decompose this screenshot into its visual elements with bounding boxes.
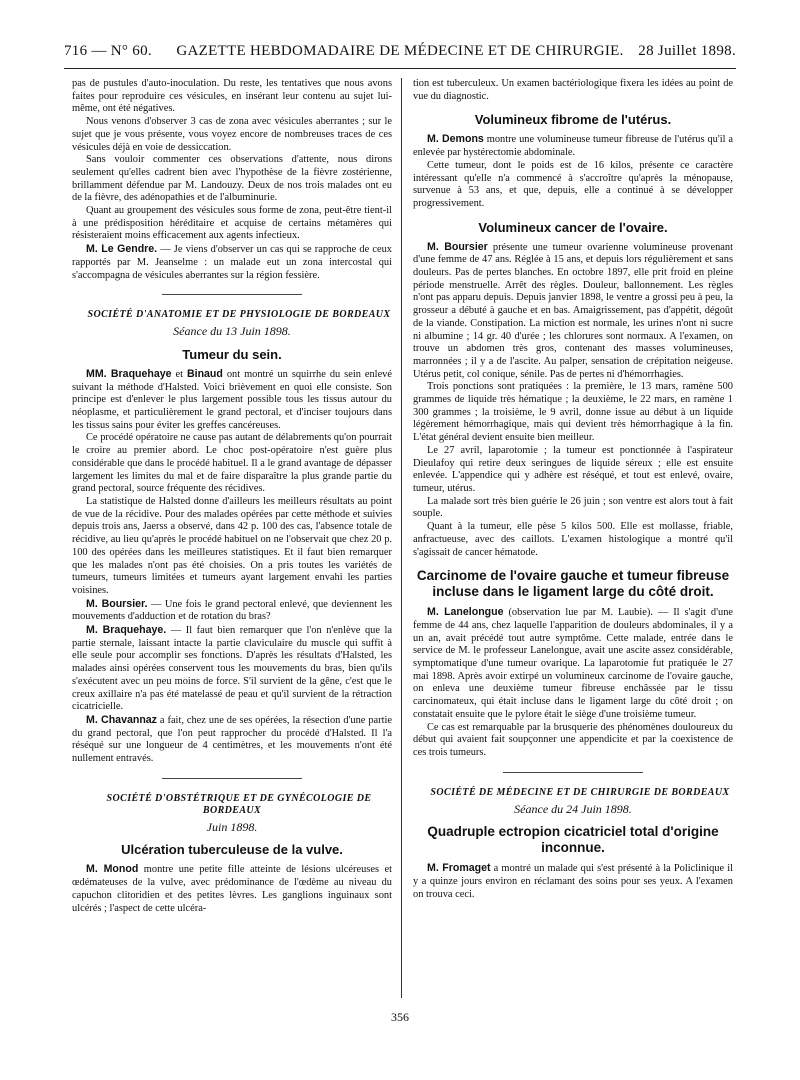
session-date: Juin 1898. (206, 819, 258, 834)
paragraph-chavannaz (72, 714, 392, 766)
speaker-text: — Je viens d'observer un cas qui se rapproche de ceux rapportés par M. Jeanselme : un malade eut un zona intercostal qui s'accompagna de vésicules aberrantes sur la région fessière. (72, 244, 392, 281)
speaker-text: montre une petite fille atteinte de lésions ulcéreuses et œdémateuses de la vulve, avec prédominance de l'œdème au niveau du capuchon clitoridien et des petites lèvres. Les ganglions inguinaux sont ulcérés ; l'aspect de cette ulcéra- (72, 864, 392, 914)
paragraph: Cette tumeur, dont le poids est de 16 kilos, présente ce caractère intéressant qu'elle n'a commencé à s'accroître qu'après la ménopause, survenue à 53 ans, et que, depuis, elle a continué à se développer progressivement. (413, 159, 733, 209)
speaker-text: a montré un malade qui s'est présenté à la Policlinique il y a quinze jours environ en réclamant des soins pour ses yeux. A l'examen on trouva ceci. (413, 863, 733, 900)
speaker-name: M. Le Gendre. (86, 243, 158, 256)
section-divider (162, 294, 302, 295)
paragraph: Sans vouloir commenter ces observations d'attente, nous dirons seulement qu'elles cadrent bien avec l'hypothèse de la fièvre zostérienne, brillamment défendue par M. Landouzy. Deux de nos trois malades ont eu de la fièvre, des adénopathies et de l'albuminurie. (72, 154, 392, 204)
speaker-name: M. Demons (427, 133, 484, 146)
paragraph: Le 27 avril, laparotomie ; la tumeur est ponctionnée à l'aspirateur Dieulafoy qui retire deux seringues de liquide séreux ; elle est ensuite enlevée. L'appendice qui y adhère est réséqué, et tout est enlevé, ovaire, tumeur, utérus. (413, 444, 733, 494)
society-heading: SOCIÉTÉ D'ANATOMIE ET DE PHYSIOLOGIE DE BORDEAUX (87, 309, 391, 321)
society-heading: SOCIÉTÉ DE MÉDECINE ET DE CHIRURGIE DE BORDEAUX (430, 786, 730, 798)
speaker-name: M. Chavannaz (86, 713, 157, 726)
running-header (64, 40, 736, 69)
page-number: 356 (391, 1010, 409, 1024)
paragraph-boursier (72, 598, 392, 624)
paragraph: Ce procédé opératoire ne cause pas autant de délabrements qu'on pourrait le croire au premier abord. Le choc post-opératoire n'est guère plus considérable que dans le procédé habituel. Il a le grand avantage de dépasser largement les limites du mal et de faire disparaître la plus grande partie du grand pectoral, source fréquente des récidives. (72, 432, 392, 495)
session-date: Séance du 13 Juin 1898. (173, 324, 291, 339)
speaker-text: présente une tumeur ovarienne volumineuse provenant d'une femme de 47 ans. Réglée à 15 ans, et depuis lors régulièrement et sans douleurs. Pas de pertes blanches. En octobre 1897, elle prit froid en pleine période menstruelle. Arrêt des règles. Douleur, ballonnement. Les règles n'ont pas apparu depuis. Depuis janvier 1898, le ventre a grossi peu à peu, la grosseur a débuté à gauche et en bas. Amaigrissement, pas d'appétit, dégoût de la viande. Constipation. La miction est normale, les urines n'ont ni sucre ni albumine ; 14 gr. 40 d'urée ; les chlorures sont normaux. A l'examen, on trouve un abdomen très gros, contenant des masses volumineuses, marronnées ; il y a de l'ascite. Au palper, sensation de crépitation neigeuse. Utérus petit, col conique, sénile. Pas de pertes ni d'hémorrhagies. (413, 241, 734, 380)
society-heading: SOCIÉTÉ D'OBSTÉTRIQUE ET DE GYNÉCOLOGIE DE BORDEAUX (106, 792, 372, 816)
paragraph: Quant au groupement des vésicules sous forme de zona, peut-être tient-il à une prédisposition héréditaire et acquise de certains métamères qui résisteraient moins efficacement aux agents infectieux. (72, 205, 392, 242)
speaker-name: M. Boursier. (86, 597, 148, 610)
section-divider (503, 772, 643, 773)
left-column (72, 78, 392, 915)
speaker-name: M. Lanelongue (427, 606, 504, 619)
paragraph-braquehaye (72, 368, 392, 433)
speaker-name: M. Fromaget (427, 862, 491, 875)
paragraph: La statistique de Halsted donne d'ailleurs les meilleurs résultats au point de vue de la récidive. Pour des malades opérées par cette méthode et suivies depuis trois ans, Jaerss a observé, dans 42 p. 100 des cas, l'absence totale de récidive, au lieu qu'après le procédé habituel on ne l'observait que chez 20 p. 100 des opérées dans les meilleures statistiques. Et il faut bien remarquer que les malades n'ont pas été choisies. On a pris toutes les variétés de tumeurs, tumeurs limitées et tumeurs ayant largement envahi les parties voisines. (72, 495, 392, 596)
speaker-name: M. Braquehaye. (86, 624, 167, 637)
paragraph-legendre (72, 243, 392, 282)
column-divider (401, 78, 402, 998)
article-title: Volumineux fibrome de l'utérus. (474, 112, 672, 128)
article-title: Ulcération tuberculeuse de la vulve. (121, 842, 343, 858)
connector-text: et (171, 368, 187, 380)
paragraph-braquehaye-reply (72, 624, 392, 714)
section-divider (162, 778, 302, 779)
paragraph-boursier (413, 241, 733, 382)
speaker-name: Binaud (186, 367, 223, 380)
speaker-text: a fait, chez une de ses opérées, la résection d'une partie du grand pectoral, que l'on peut rapprocher du procédé d'Halsted. Il l'a réséqué sur une longueur de 4 centimètres, et les mouvements n'ont été nullement entravés. (72, 714, 392, 765)
paragraph: La malade sort très bien guérie le 26 juin ; son ventre est alors tout à fait souple. (413, 495, 733, 520)
header-journal-title: GAZETTE HEBDOMADAIRE DE MÉDECINE ET DE CHIRURGIE. (176, 43, 624, 59)
paragraph: tion est tuberculeux. Un examen bactériologique fixera les idées au point de vue du diagnostic. (413, 78, 733, 102)
paragraph: Nous venons d'observer 3 cas de zona avec vésicules aberrantes ; sur le sujet que je vous présente, vous voyez encore de nombreuses traces de ces vésicules déjà en voie de dessiccation. (72, 116, 392, 153)
paragraph: Trois ponctions sont pratiquées : la première, le 13 mars, ramène 500 grammes de liquide très hématique ; la deuxième, le 22 mars, en ramène 1 300 grammes ; la troisième, le 9 avril, donne issue au début à un liquide légèrement hémorrhagique, mais qui devient très hémorrhagique à la fin. L'état général devient ensuite bien meilleur. (413, 381, 733, 444)
speaker-name: M. Monod (86, 863, 139, 876)
speaker-text: (observation lue par M. Laubie). — Il s'agit d'une femme de 44 ans, chez laquelle l'apparition de douleurs abdominales, il y a un an, avait précédé tout autre symptôme. Cette malade, entrée dans le service de M. le professeur Lanelongue, avait une ascite assez considérable, symptomatique d'une tumeur ovarique. La laparotomie fut pratiquée le 27 mai 1898. Après avoir extirpé un volumineux carcinome de l'ovaire gauche, on enleva une deuxième tumeur fibreuse enchâssée par le tissu carcinomateux, qui était incluse dans le ligament large du côté droit ; on constatait ensuite que le pylore était le siège d'une troisième tumeur. (413, 607, 734, 720)
speaker-name: M. Boursier (427, 240, 488, 253)
article-title: Tumeur du sein. (182, 346, 282, 362)
paragraph: Quant à la tumeur, elle pèse 5 kilos 500. Elle est mollasse, friable, anfractueuse, avec des caillots. L'examen histologique a montré qu'il s'agissait de cancer hématode. (413, 521, 733, 558)
right-column (413, 78, 733, 901)
paragraph: Ce cas est remarquable par la brusquerie des phénomènes douloureux du début qui avaient fait soupçonner une appendicite et par la coexistence de ces trois tumeurs. (413, 721, 733, 758)
paragraph-lanelongue (413, 606, 733, 721)
header-date: 28 Juillet 1898. (638, 43, 736, 59)
article-title: Carcinome de l'ovaire gauche et tumeur fibreuse incluse dans le ligament large du côté droit. (416, 568, 730, 600)
speaker-text: montre une volumineuse tumeur fibreuse de l'utérus qu'il a enlevée par hystérectomie abdominale. (413, 134, 734, 159)
speaker-text: ont montré un squirrhe du sein enlevé suivant la méthode d'Halsted. Voici brièvement en quoi elle consiste. Son principe est d'enlever le plus largement possible tous les tissus autour du néoplasme, et particulièrement le grand pectoral, et d'inciser toujours dans les tissus sains pour éviter les greffes cancéreuses. (72, 368, 392, 431)
paragraph-monod (72, 863, 392, 915)
speaker-text: — Il faut bien remarquer que l'on n'enlève que la partie sternale, laissant intacte la partie claviculaire du muscle qui suffit à elle seule pour accomplir ses fonctions. D'après les résultats d'Halsted, les malades ainsi opérées conservent tous les mouvements du bras, bien qu'ils s'exécutent avec un peu moins de force. S'il survient de la gêne, c'est que le creux axillaire n'a pas été matelassé de peau et qu'il survient de la rétraction cicatricielle. (72, 625, 392, 713)
paragraph-fromaget (413, 862, 733, 901)
article-title: Quadruple ectropion cicatriciel total d'origine inconnue. (427, 824, 719, 856)
paragraph-demons (413, 133, 733, 159)
paragraph: pas de pustules d'auto-inoculation. Du reste, les tentatives que nous avons faites pour reproduire ces vésicules, en insérant leur contenu au sujet lui-même, ont été négatives. (72, 78, 392, 115)
header-issue: 716 — N° 60. (64, 43, 152, 59)
speaker-text: — Une fois le grand pectoral enlevé, que deviennent les mouvements d'adduction et de rotation du bras? (72, 598, 392, 623)
speaker-name: MM. Braquehaye (86, 367, 172, 380)
session-date: Séance du 24 Juin 1898. (514, 801, 632, 816)
article-title: Volumineux cancer de l'ovaire. (478, 219, 668, 235)
